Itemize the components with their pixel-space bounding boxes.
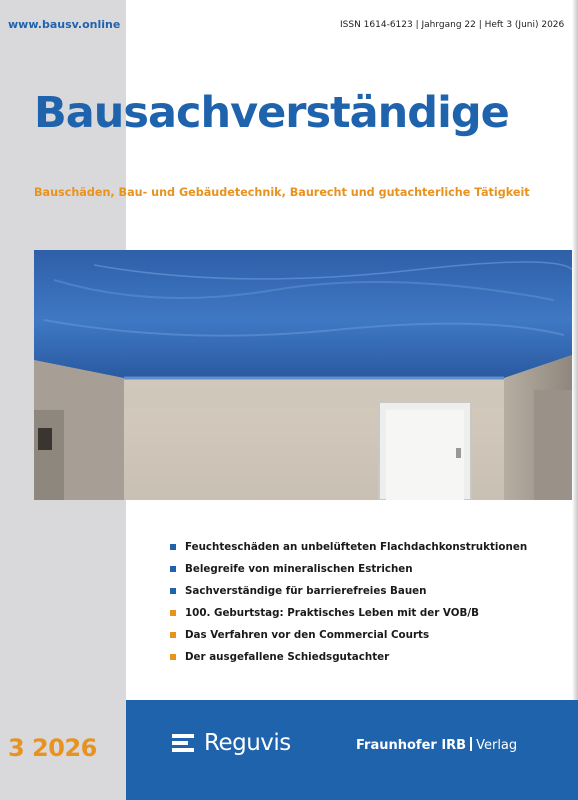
topic-list [170, 536, 527, 668]
square-bullet-icon [170, 654, 176, 660]
topic-text: Das Verfahren vor den Commercial Courts [185, 629, 430, 641]
topic-item[interactable] [170, 602, 527, 624]
square-bullet-icon [170, 632, 176, 638]
cover-photo-illustration [34, 250, 572, 500]
topic-item[interactable] [170, 624, 527, 646]
issue-number: 3 2026 [8, 734, 97, 762]
topic-text: Sachverständige für barrierefreies Bauen [185, 585, 427, 597]
square-bullet-icon [170, 566, 176, 572]
footer-band [126, 700, 578, 800]
topic-item[interactable] [170, 646, 527, 668]
square-bullet-icon [170, 610, 176, 616]
topic-item[interactable] [170, 536, 527, 558]
topic-text: 100. Geburtstag: Praktisches Leben mit der VOB/B [185, 607, 479, 619]
topic-item[interactable] [170, 558, 527, 580]
topic-item[interactable] [170, 580, 527, 602]
page-edge-shadow [572, 0, 578, 800]
website-url[interactable]: www.bausv.online [8, 18, 121, 31]
irb-suffix-text: Verlag [476, 738, 518, 753]
reguvis-logo[interactable] [172, 730, 291, 756]
cover-photo [34, 250, 572, 500]
square-bullet-icon [170, 544, 176, 550]
issn-line: ISSN 1614-6123 | Jahrgang 22 | Heft 3 (Juni) 2026 [340, 20, 565, 30]
topic-text: Der ausgefallene Schiedsgutachter [185, 651, 390, 663]
stacked-bars-icon [172, 732, 200, 754]
topic-text: Feuchteschäden an unbelüfteten Flachdachkonstruktionen [185, 541, 528, 553]
reguvis-wordmark: Reguvis [204, 730, 291, 756]
magazine-subtitle: Bauschäden, Bau- und Gebäudetechnik, Baurecht und gutachterliche Tätigkeit [34, 186, 530, 199]
square-bullet-icon [170, 588, 176, 594]
topic-text: Belegreife von mineralischen Estrichen [185, 563, 413, 575]
magazine-title: Bausachverständige [34, 88, 509, 138]
logo-separator [470, 737, 472, 751]
irb-brand-text: Fraunhofer IRB [356, 738, 467, 753]
fraunhofer-irb-logo[interactable] [356, 737, 517, 753]
